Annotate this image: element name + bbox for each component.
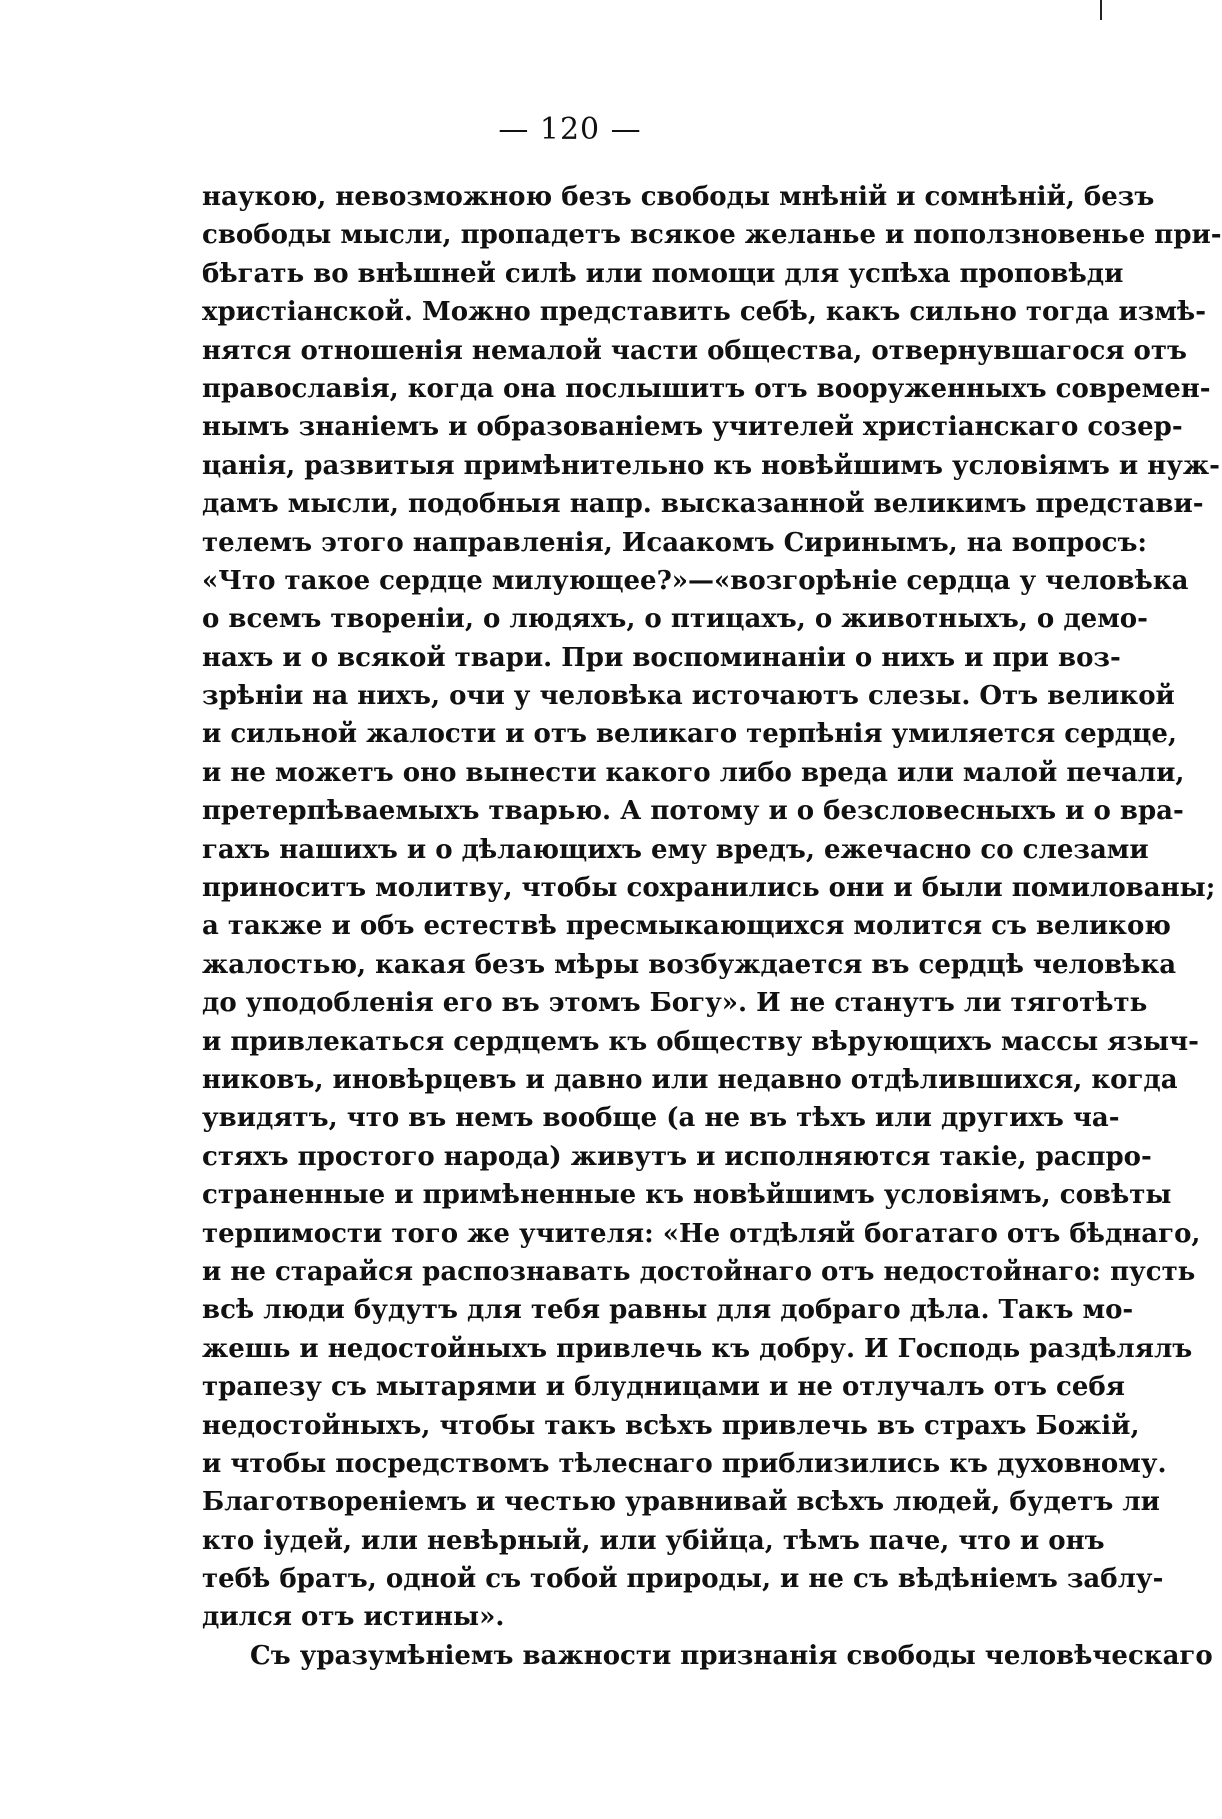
text-line: жешь и недостойныхъ привлечь къ добру. И Господь раздѣлялъ <box>202 1333 1193 1364</box>
text-line: терпимости того же учителя: «Не отдѣляй богатаго отъ бѣднаго, <box>202 1218 1201 1249</box>
page-number: — 120 — <box>498 112 642 147</box>
text-line: кто іудей, или невѣрный, или убійца, тѣмъ паче, что и онъ <box>202 1525 1105 1556</box>
text-line: стяхъ простого народа) живутъ и исполняются такіе, распро- <box>202 1141 1152 1172</box>
text-line: претерпѣваемыхъ тварью. А потому и о безсловесныхъ и о вра- <box>202 796 1184 827</box>
text-line: нахъ и о всякой твари. При воспоминаніи о нихъ и при воз- <box>202 642 1121 673</box>
text-line: православія, когда она послышитъ отъ вооруженныхъ современ- <box>202 373 1211 404</box>
text-line: всѣ люди будутъ для тебя равны для добраго дѣла. Такъ мо- <box>202 1295 1134 1326</box>
text-line: никовъ, иновѣрцевъ и давно или недавно отдѣлившихся, когда <box>202 1064 1178 1095</box>
text-line: и сильной жалости и отъ великаго терпѣнія умиляется сердце, <box>202 719 1177 750</box>
text-line: нымъ знаніемъ и образованіемъ учителей христіанскаго созер- <box>202 412 1183 443</box>
text-line: трапезу съ мытарями и блудницами и не отлучалъ отъ себя <box>202 1372 1125 1403</box>
text-line: телемъ этого направленія, Исаакомъ Сиринымъ, на вопросъ: <box>202 527 1148 558</box>
text-line: дамъ мысли, подобныя напр. высказанной великимъ представи- <box>202 489 1204 520</box>
text-line: а также и объ естествѣ пресмыкающихся молится съ великою <box>202 911 1171 942</box>
text-line: гахъ нашихъ и о дѣлающихъ ему вредъ, ежечасно со слезами <box>202 834 1149 865</box>
page-edge-mark <box>1100 0 1102 20</box>
text-line: христіанской. Можно представить себѣ, какъ сильно тогда измѣ- <box>202 297 1206 328</box>
text-line: страненные и примѣненные къ новѣйшимъ условіямъ, совѣты <box>202 1180 1172 1211</box>
text-line: Благотвореніемъ и честью уравнивай всѣхъ людей, будетъ ли <box>202 1487 1160 1518</box>
text-line: и чтобы посредствомъ тѣлеснаго приблизились къ духовному. <box>202 1448 1167 1479</box>
text-line: наукою, невозможною безъ свободы мнѣній и сомнѣній, безъ <box>202 182 1155 212</box>
text-line: о всемъ твореніи, о людяхъ, о птицахъ, о животныхъ, о демо- <box>202 604 1148 635</box>
body-text <box>202 178 1222 1675</box>
text-line: и не можетъ оно вынести какого либо вреда или малой печали, <box>202 757 1185 788</box>
text-line: «Что такое сердце милующее?»—«возгорѣніе сердца у человѣка <box>202 565 1189 596</box>
text-line: увидятъ, что въ немъ вообще (а не въ тѣхъ или другихъ ча- <box>202 1103 1120 1134</box>
text-line: бѣгать во внѣшней силѣ или помощи для успѣха проповѣди <box>202 258 1124 289</box>
text-line: до уподобленія его въ этомъ Богу». И не станутъ ли тяготѣть <box>202 988 1148 1019</box>
paragraph-end-line: дился отъ истины». <box>202 1602 505 1633</box>
text-line: и привлекаться сердцемъ къ обществу вѣрующихъ массы языч- <box>202 1026 1199 1057</box>
text-line: жалостью, какая безъ мѣры возбуждается въ сердцѣ человѣка <box>202 949 1177 980</box>
text-line: и не старайся распознавать достойнаго отъ недостойнаго: пусть <box>202 1256 1196 1287</box>
text-line: свободы мысли, пропадетъ всякое желанье и поползновенье при- <box>202 220 1222 251</box>
text-line: цанія, развитыя примѣнительно къ новѣйшимъ условіямъ и нуж- <box>202 450 1220 481</box>
text-line: тебѣ братъ, одной съ тобой природы, и не съ вѣдѣніемъ заблу- <box>202 1564 1164 1595</box>
text-line: нятся отношенія немалой части общества, отвернувшагося отъ <box>202 335 1187 366</box>
text-line: зрѣніи на нихъ, очи у человѣка источаютъ слезы. Отъ великой <box>202 681 1175 712</box>
text-line: недостойныхъ, чтобы такъ всѣхъ привлечь въ страхъ Божій, <box>202 1410 1140 1441</box>
text-line: приноситъ молитву, чтобы сохранились они и были помилованы; <box>202 873 1216 904</box>
next-paragraph-line: Съ уразумѣніемъ важности признанія свободы человѣческаго <box>250 1640 1213 1671</box>
